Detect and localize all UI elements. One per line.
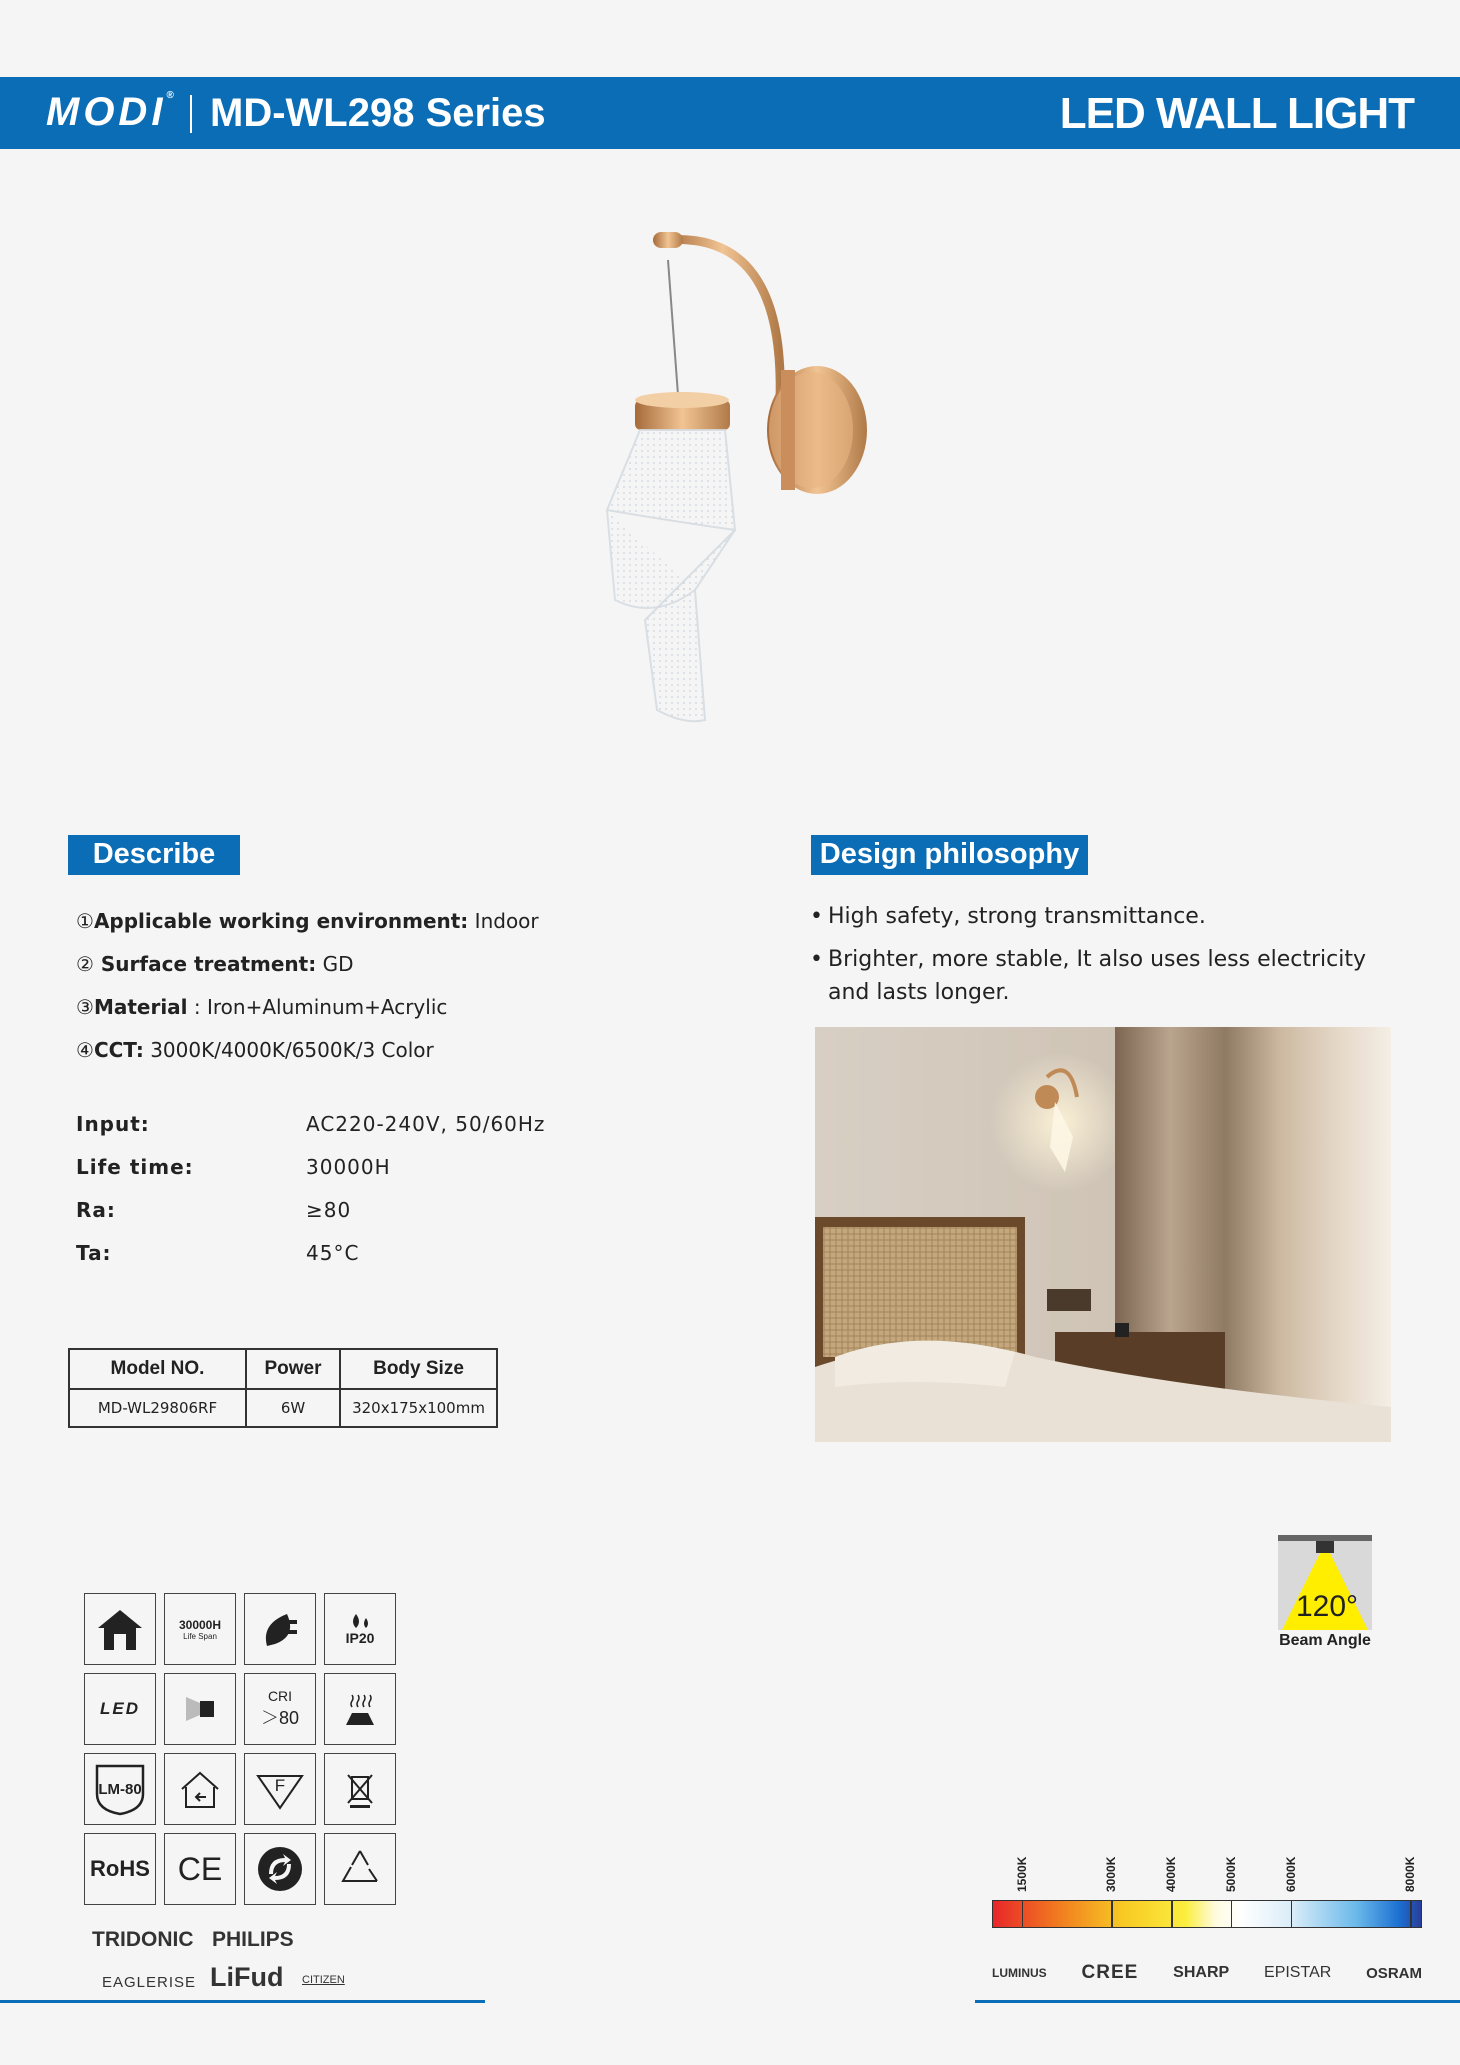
spec-row-ra: Ra: ≥80 [76,1198,352,1222]
lifespan-icon: 30000H Life Span [164,1593,236,1665]
col-header-size: Body Size [340,1349,497,1389]
document-type: LED WALL LIGHT [1059,89,1414,138]
indoor-icon [164,1753,236,1825]
green-dot-icon [244,1833,316,1905]
cct-tick-label: 1500K [1014,1856,1029,1892]
brand-logo: MODI® [46,90,174,134]
beam-angle-value: 120° [1295,1590,1359,1623]
brand-sharp: SHARP [1173,1964,1230,1981]
model-table [68,1348,498,1428]
recycle-icon [324,1833,396,1905]
cct-tick-label: 6000K [1283,1856,1298,1892]
brand-cree: CREE [1081,1962,1139,1983]
cct-tick [1171,1900,1173,1928]
cct-tick-label: 8000K [1403,1856,1418,1892]
series-title: MD-WL298 Series [210,91,546,135]
describe-item-environment: ①Applicable working environment: Indoor [76,909,539,933]
header-bar [0,77,1460,149]
cell-model: MD-WL29806RF [69,1389,246,1427]
cct-gradient-bar [992,1900,1422,1928]
brand-luminus: LUMINUS [992,1966,1047,1980]
footer-rule-right [975,2000,1460,2003]
cell-size: 320x175x100mm [340,1389,497,1427]
spec-row-lifetime: Life time: 30000H [76,1155,391,1179]
design-item: • High safety, strong transmittance. [810,900,1370,933]
led-icon: LED [84,1673,156,1745]
chip-brands [992,1962,1422,1984]
cct-tick [1111,1900,1113,1928]
cct-tick [1410,1900,1412,1928]
footer-rule-left [0,2000,485,2003]
cri-icon: CRI ＞80 [244,1673,316,1745]
describe-item-surface: ② Surface treatment: GD [76,952,354,976]
spec-row-ta: Ta: 45°C [76,1241,360,1265]
describe-list [76,900,539,1072]
dimmer-icon [164,1673,236,1745]
brand-tridonic: TRIDONIC [92,1928,194,1951]
room-scene-image [815,1027,1391,1442]
weee-bin-icon [324,1753,396,1825]
spec-list [76,1103,545,1275]
lm80-icon: LM-80 [84,1753,156,1825]
table-row [69,1389,497,1427]
cct-tick-label: 4000K [1164,1856,1179,1892]
beam-angle-label: Beam Angle [1279,1632,1371,1649]
describe-item-material: ③Material : Iron+Aluminum+Acrylic [76,995,448,1019]
product-image [585,220,875,740]
ip20-icon: IP20 [324,1593,396,1665]
cct-tick-label: 3000K [1104,1856,1119,1892]
cct-scale [992,1840,1422,1950]
describe-item-cct: ④CCT: 3000K/4000K/6500K/3 Color [76,1038,434,1062]
cell-power: 6W [246,1389,340,1427]
cct-tick-label: 5000K [1223,1856,1238,1892]
house-icon [84,1593,156,1665]
col-header-power: Power [246,1349,340,1389]
brand-osram: OSRAM [1366,1964,1422,1982]
cct-tick [1291,1900,1293,1928]
brand-lifud: LiFud [210,1962,284,1992]
brand-eaglerise: EAGLERISE [102,1974,197,1991]
brand-philips: PHILIPS [212,1928,294,1951]
f-mark-icon: F [244,1753,316,1825]
certification-icon-grid [84,1593,396,1905]
rohs-icon: RoHS [84,1833,156,1905]
cct-tick [1022,1900,1024,1928]
eco-plug-icon [244,1593,316,1665]
spec-row-input: Input: AC220-240V, 50/60Hz [76,1112,546,1136]
brand-epistar: EPISTAR [1264,1964,1332,1981]
heat-dissipation-icon [324,1673,396,1745]
design-heading: Design philosophy [811,835,1088,875]
cct-tick [1231,1900,1233,1928]
design-list [810,900,1370,1019]
describe-heading: Describe [68,835,240,875]
col-header-model: Model NO. [69,1349,246,1389]
design-item: • Brighter, more stable, It also uses less electricity and lasts longer. [810,943,1370,1009]
brand-citizen: CITIZEN [302,1974,345,1986]
model-table-header [69,1349,497,1389]
header-divider [190,95,192,133]
ce-icon: CE [164,1833,236,1905]
